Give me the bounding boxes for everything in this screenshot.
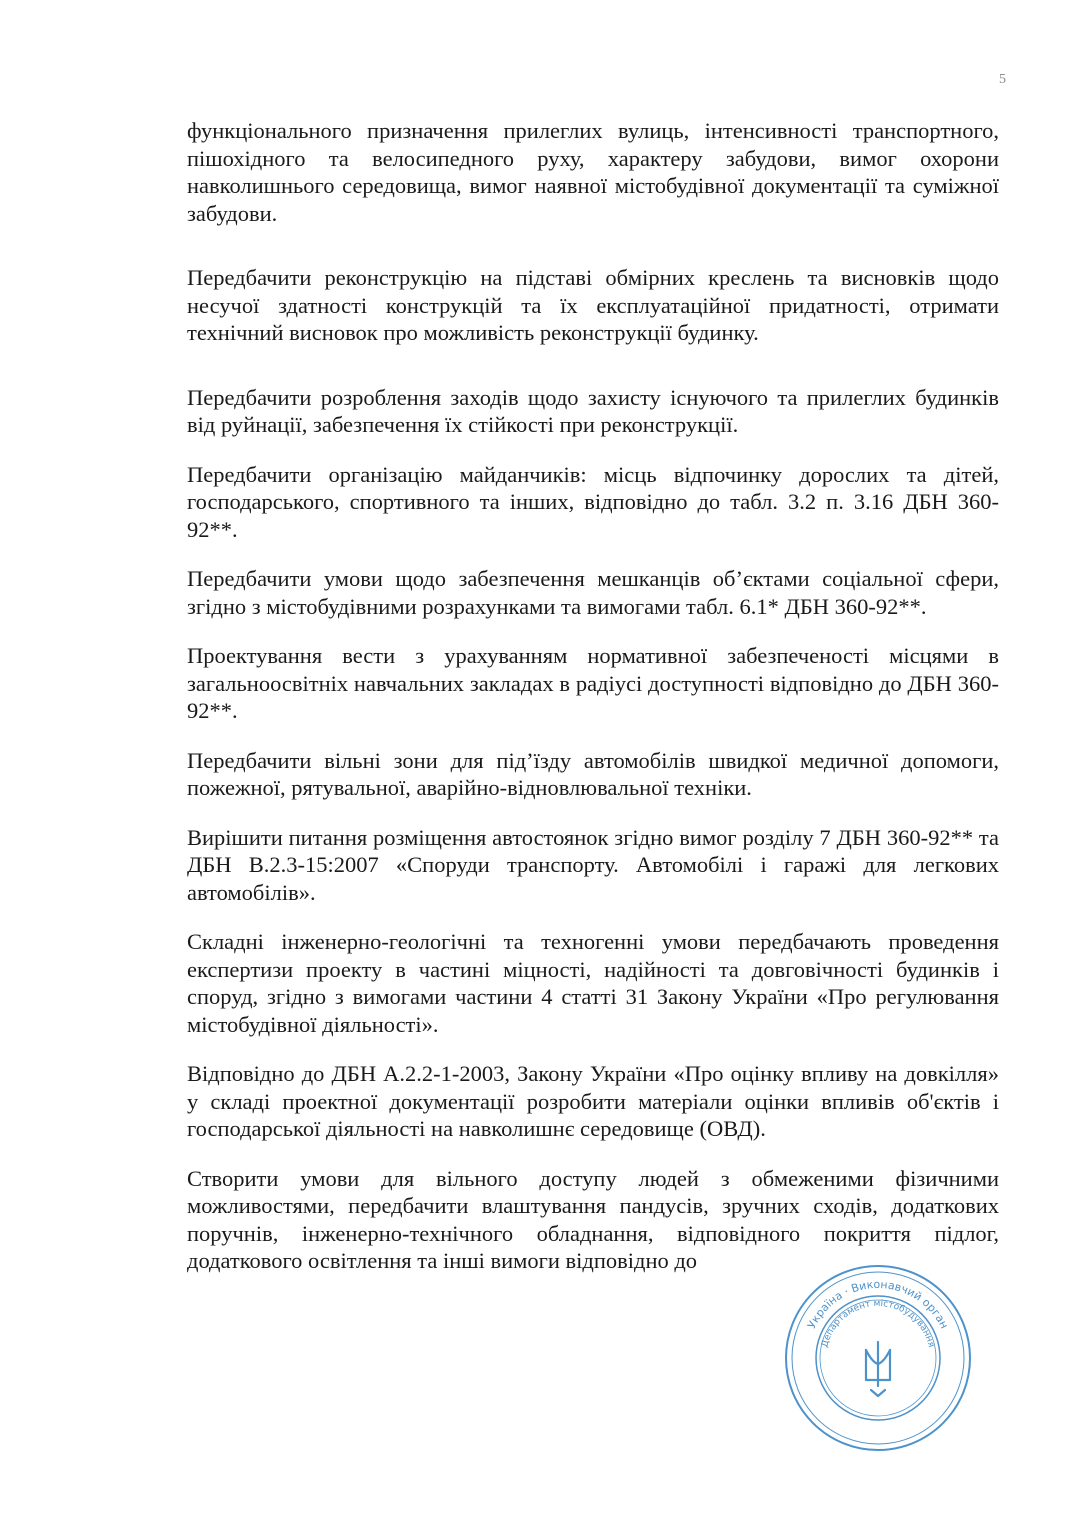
trident-emblem <box>866 1342 890 1396</box>
paragraph-2: Передбачити реконструкцію на підставі обмірних креслень та висновків щодо несучої здатності конструкцій та їх експлуатаційної придатності, отримати технічний висновок про можливість реконструкції будинку. <box>187 265 999 345</box>
document-body <box>187 117 999 1275</box>
paragraph-6: Проектування вести з урахуванням нормативної забезпеченості місцями в загальноосвітніх навчальних закладах в радіусі доступності відповідно до ДБН 360-92**. <box>187 643 999 723</box>
seal-inner-text: Департамент містобудування <box>820 1298 936 1349</box>
paragraph-10: Відповідно до ДБН А.2.2-1-2003, Закону України «Про оцінку впливу на довкілля» у складі проектної документації розробити матеріали оцінки впливів об'єктів і господарської діяльності на навколишнє середовище (ОВД). <box>187 1061 999 1141</box>
page-number: 5 <box>999 72 1006 87</box>
official-seal <box>778 1258 978 1458</box>
paragraph-11: Створити умови для вільного доступу людей з обмеженими фізичними можливостями, передбачити влаштування пандусів, зручних сходів, додаткових поручнів, інженерно-технічного обладнання, відповідного покриття підлог, додаткового освітлення та інші вимоги відповідно до <box>187 1165 999 1273</box>
paragraph-8: Вирішити питання розміщення автостоянок згідно вимог розділу 7 ДБН 360-92** та ДБН В.2.3-15:2007 «Споруди транспорту. Автомобілі і гаражі для легкових автомобілів». <box>187 824 999 905</box>
seal-outer-text: Україна · Виконавчий орган <box>805 1277 951 1331</box>
paragraph-9: Складні інженерно-геологічні та техногенні умови передбачають проведення експертизи проекту в частині міцності, надійності та довговічності будинків і споруд, згідно з вимогами частини 4 статті 31 Закону України «Про регулювання містобудівної діяльності». <box>187 929 999 1037</box>
paragraph-1: функціонального призначення прилеглих вулиць, інтенсивності транспортного, пішохідного та велосипедного руху, характеру забудови, вимог охорони навколишнього середовища, вимог наявної містобудівної документації та суміжної забудови. <box>187 118 999 226</box>
paragraph-5: Передбачити умови щодо забезпечення мешканців об’єктами соціальної сфери, згідно з містобудівними розрахунками та вимогами табл. 6.1* ДБН 360-92**. <box>187 566 999 619</box>
paragraph-4: Передбачити організацію майданчиків: місць відпочинку дорослих та дітей, господарського, спортивного та інших, відповідно до табл. 3.2 п. 3.16 ДБН 360-92**. <box>187 461 999 542</box>
paragraph-7: Передбачити вільні зони для під’їзду автомобілів швидкої медичної допомоги, пожежної, рятувальної, аварійно-відновлювальної техніки. <box>187 747 999 800</box>
paragraph-3: Передбачити розроблення заходів щодо захисту існуючого та прилеглих будинків від руйнації, забезпечення їх стійкості при реконструкції. <box>187 384 999 437</box>
